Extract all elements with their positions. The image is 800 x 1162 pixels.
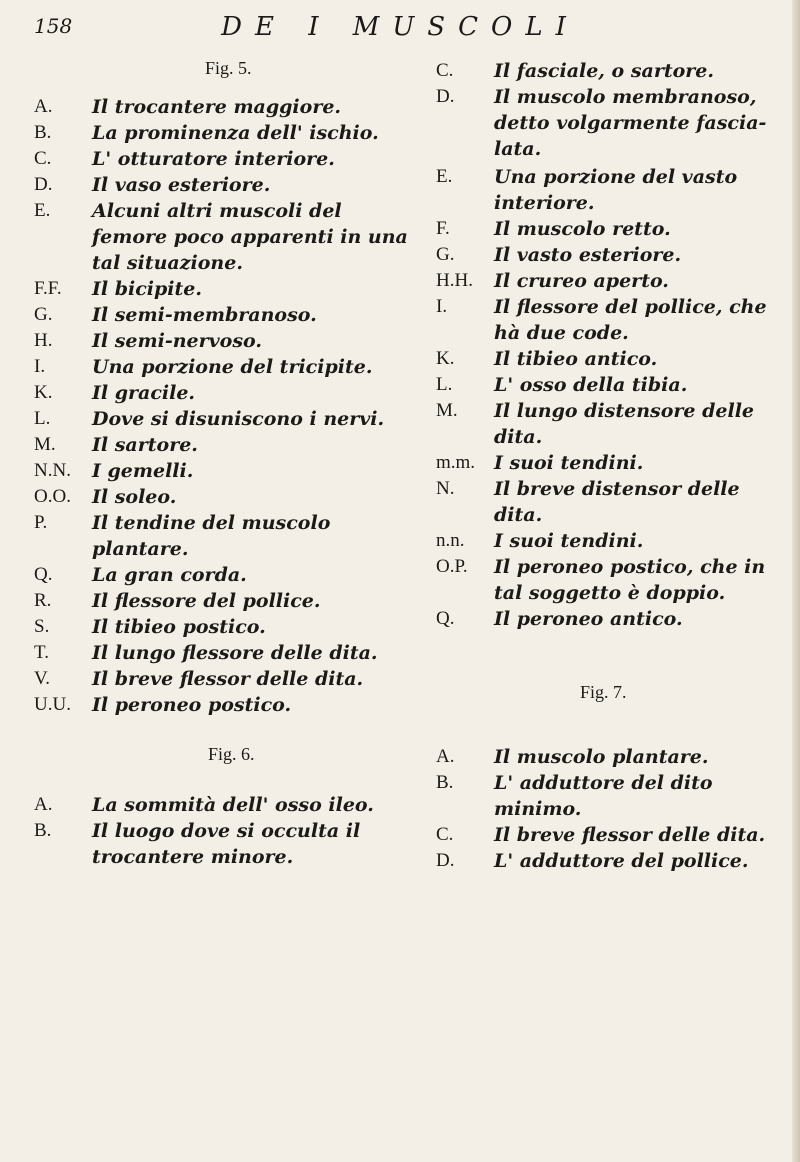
page-edge <box>792 0 800 1162</box>
fig7-title: Fig. 7. <box>580 682 627 702</box>
book-page: 158 DE I MUSCOLI Fig. 5. A. Il trocantere maggiore. B. La prominenza dell' ischio. C. L' otturatore interiore. D. Il vaso esteriore. E. Alcuni altri muscoli del femore poco apparenti in una tal situazione. F.F. Il bicipite. G. Il semi-membranoso. H. Il semi-nervoso. I. Una porzione del tricipite. K. Il gracile. L. Dove si disuniscono i nervi. M. Il sartore. N.N. I gemelli. O.O. Il soleo. P. Il tendine del muscolo plantare. Q. La gran corda. R. Il flessore del pollice. S. Il tibieo postico. T. Il lungo flessore delle dita. V. Il breve flessor delle dita. U.U. Il peroneo postico. Fig. 6. A. La sommità dell' osso ileo. B. Il luogo dove si occulta il trocantere minore. C. Il fasciale, o sartore. D. Il muscolo membranoso, detto volgarmente fascia-lata. E. Una porzione del vasto interiore. F. Il muscolo retto. G. Il vasto esteriore. H.H. Il crureo aperto. I. Il flessore del pollice, che hà due code. K. Il tibieo antico. L. L' osso della tibia. M. Il lungo distensore delle dita. m.m. I suoi tendini. N. Il breve distensor delle dita. n.n. I suoi tendini. O.P. Il peroneo postico, che in tal soggetto è doppio. Q. Il peroneo antico. Fig. 7. A. Il muscolo plantare. B. L' adduttore del dito minimo. C. Il breve flessor delle dita. D. L' adduttore del pollice. <box>0 0 800 1162</box>
page-number: 158 <box>34 14 73 38</box>
page-header <box>0 8 800 48</box>
running-title: DE I MUSCOLI <box>221 12 579 42</box>
fig6-title: Fig. 6. <box>208 744 255 764</box>
fig5-title: Fig. 5. <box>205 58 252 78</box>
